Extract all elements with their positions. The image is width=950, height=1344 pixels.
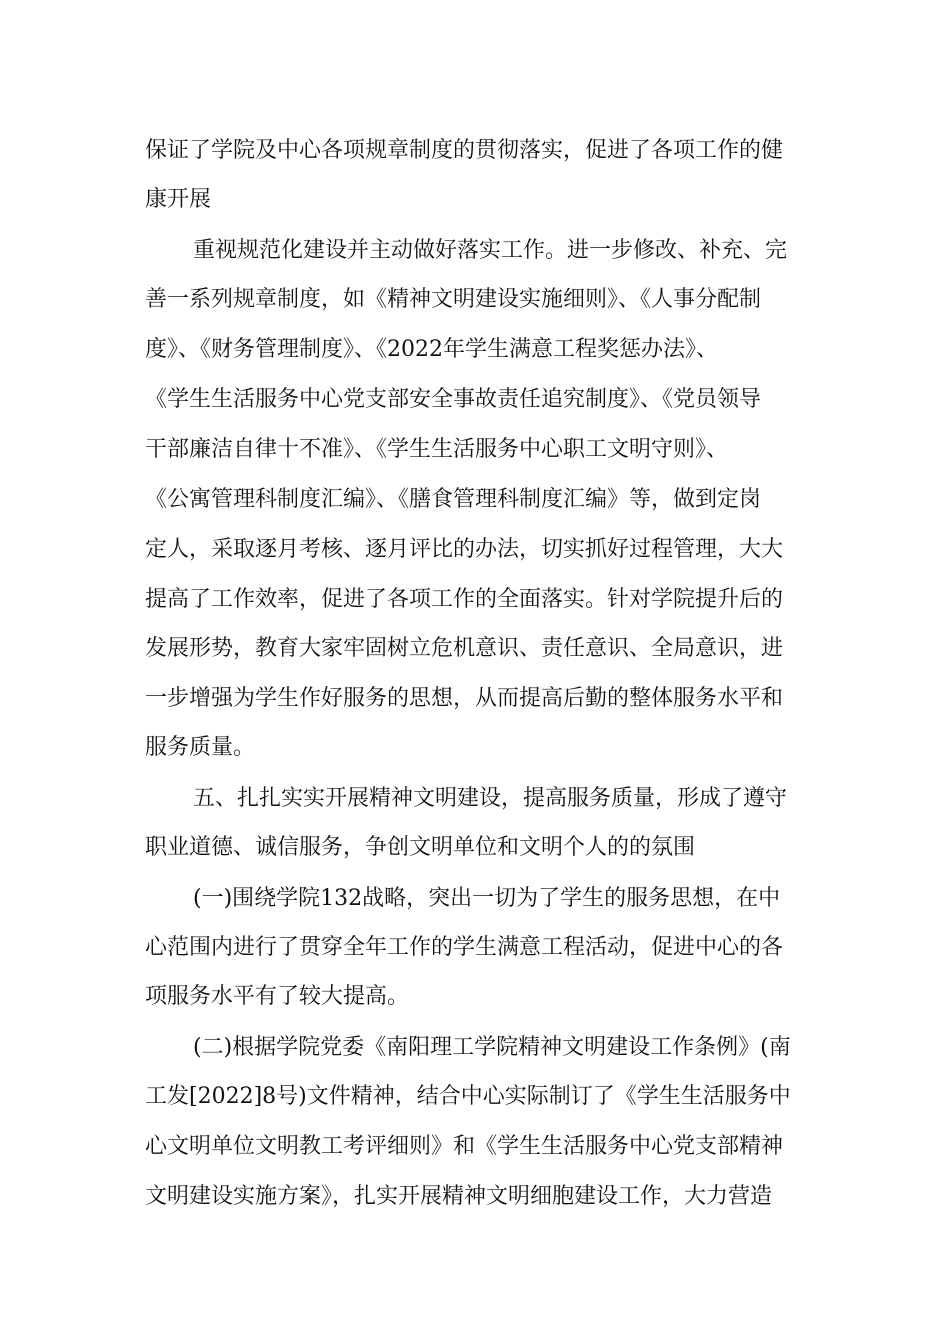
line-text: 保证了学院及中心各项规章制度的贯彻落实，促进了各项工作的健 — [145, 138, 784, 163]
text-line — [0, 580, 950, 620]
line-text: 度》、《财务管理制度》、《2022年学生满意工程奖惩办法》、 — [145, 337, 718, 362]
text-line — [0, 1127, 950, 1167]
text-line — [0, 180, 950, 220]
line-text: 工发[2022]8号)文件精神，结合中心实际制订了《学生生活服务中 — [145, 1084, 791, 1109]
text-line — [0, 728, 950, 768]
text-line — [0, 629, 950, 669]
text-line — [0, 530, 950, 570]
line-text: 重视规范化建设并主动做好落实工作。进一步修改、补充、完 — [193, 238, 788, 263]
line-text: 提高了工作效率，促进了各项工作的全面落实。针对学院提升后的 — [145, 587, 784, 612]
text-line — [0, 430, 950, 470]
line-text: 定人，采取逐月考核、逐月评比的办法，切实抓好过程管理，大大 — [145, 537, 784, 562]
text-line — [0, 1177, 950, 1217]
text-line — [0, 679, 950, 719]
text-line — [0, 1028, 950, 1068]
text-line — [0, 280, 950, 320]
text-line — [0, 231, 950, 271]
line-text: 《公寓管理科制度汇编》、《膳食管理科制度汇编》等，做到定岗 — [145, 487, 762, 512]
text-line — [0, 928, 950, 968]
line-text: 发展形势，教育大家牢固树立危机意识、责任意识、全局意识，进 — [145, 636, 784, 661]
line-text: 文明建设实施方案》，扎实开展精神文明细胞建设工作，大力营造 — [145, 1184, 773, 1209]
text-line — [0, 380, 950, 420]
line-text: 职业道德、诚信服务，争创文明单位和文明个人的的氛围 — [145, 835, 696, 860]
text-line — [0, 1077, 950, 1117]
line-text: 心范围内进行了贯穿全年工作的学生满意工程活动，促进中心的各 — [145, 935, 784, 960]
line-text: 心文明单位文明教工考评细则》和《学生生活服务中心党支部精神 — [145, 1134, 784, 1159]
text-line — [0, 779, 950, 819]
line-text: 五、扎扎实实开展精神文明建设，提高服务质量，形成了遵守 — [193, 786, 788, 811]
text-line — [0, 330, 950, 370]
line-text: 服务质量。 — [145, 735, 256, 760]
line-text: 康开展 — [145, 187, 212, 212]
line-text: (一)围绕学院132战略，突出一切为了学生的服务思想，在中 — [193, 886, 781, 911]
line-text: 项服务水平有了较大提高。 — [145, 984, 410, 1009]
text-line — [0, 977, 950, 1017]
line-text: (二)根据学院党委《南阳理工学院精神文明建设工作条例》(南 — [193, 1035, 791, 1060]
line-text: 《学生生活服务中心党支部安全事故责任追究制度》、《党员领导 — [145, 387, 762, 412]
line-text: 善一系列规章制度，如《精神文明建设实施细则》、《人事分配制 — [145, 287, 762, 312]
line-text: 干部廉洁自律十不准》、《学生生活服务中心职工文明守则》、 — [145, 437, 729, 462]
text-line — [0, 131, 950, 171]
line-text: 一步增强为学生作好服务的思想，从而提高后勤的整体服务水平和 — [145, 686, 784, 711]
text-line — [0, 879, 950, 919]
text-line — [0, 828, 950, 868]
text-line — [0, 480, 950, 520]
